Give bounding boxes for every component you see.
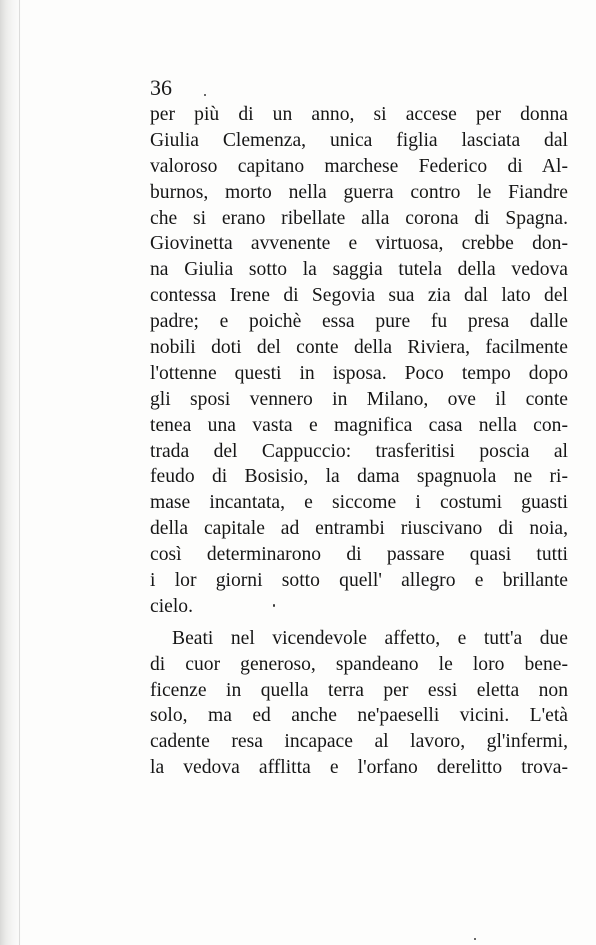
text-line: ficenze in quella terra per essi eletta non xyxy=(150,679,568,701)
text-line: cielo. xyxy=(150,595,193,617)
text-line: Beati nel vicendevole affetto, e tutt'a due xyxy=(172,627,568,649)
text-line: per più di un anno, si accese per donna xyxy=(150,104,568,125)
text-line: l'ottenne questi in isposa. Poco tempo dopo xyxy=(150,362,568,384)
text-line: che si erano ribellate alla corona di Spagna. xyxy=(150,207,568,229)
paper-speck xyxy=(474,938,476,940)
text-line: trada del Cappuccio: trasferitisi poscia al xyxy=(150,440,568,462)
text-line: feudo di Bosisio, la dama spagnuola ne ri- xyxy=(150,466,568,488)
text-line: Giovinetta avvenente e virtuosa, crebbe don- xyxy=(150,233,568,255)
text-line: na Giulia sotto la saggia tutela della vedova xyxy=(150,259,568,281)
page-number: 36 xyxy=(150,75,172,100)
text-line: valoroso capitano marchese Federico di Al- xyxy=(150,155,568,177)
paper-speck xyxy=(273,604,275,607)
text-line: burnos, morto nella guerra contro le Fiandre xyxy=(150,181,568,203)
text-line: gli sposi vennero in Milano, ove il conte xyxy=(150,388,568,410)
body-text xyxy=(150,102,568,781)
text-line: mase incantata, e siccome i costumi guasti xyxy=(150,492,568,514)
text-line: della capitale ad entrambi riuscivano di noia, xyxy=(150,518,568,540)
text-line: contessa Irene di Segovia sua zia dal lato del xyxy=(150,285,568,307)
page-edge-line xyxy=(19,0,20,945)
text-line: così determinarono di passare quasi tutti xyxy=(150,544,568,566)
text-line: nobili doti del conte della Riviera, facilmente xyxy=(150,337,568,359)
text-line: cadente resa incapace al lavoro, gl'infermi, xyxy=(150,731,568,753)
paragraph-2 xyxy=(150,626,568,781)
paper-speck xyxy=(204,94,206,96)
paragraph-1 xyxy=(150,102,568,620)
text-line: padre; e poichè essa pure fu presa dalle xyxy=(150,311,568,333)
text-line: la vedova afflitta e l'orfano derelitto trova- xyxy=(150,757,568,779)
text-line: solo, ma ed anche ne'paeselli vicini. L'età xyxy=(150,705,568,727)
text-line: tenea una vasta e magnifica casa nella con- xyxy=(150,414,568,436)
text-line: i lor giorni sotto quell' allegro e brillante xyxy=(150,570,568,592)
text-line: Giulia Clemenza, unica figlia lasciata dal xyxy=(150,129,568,151)
text-line: di cuor generoso, spandeano le loro bene- xyxy=(150,653,568,675)
